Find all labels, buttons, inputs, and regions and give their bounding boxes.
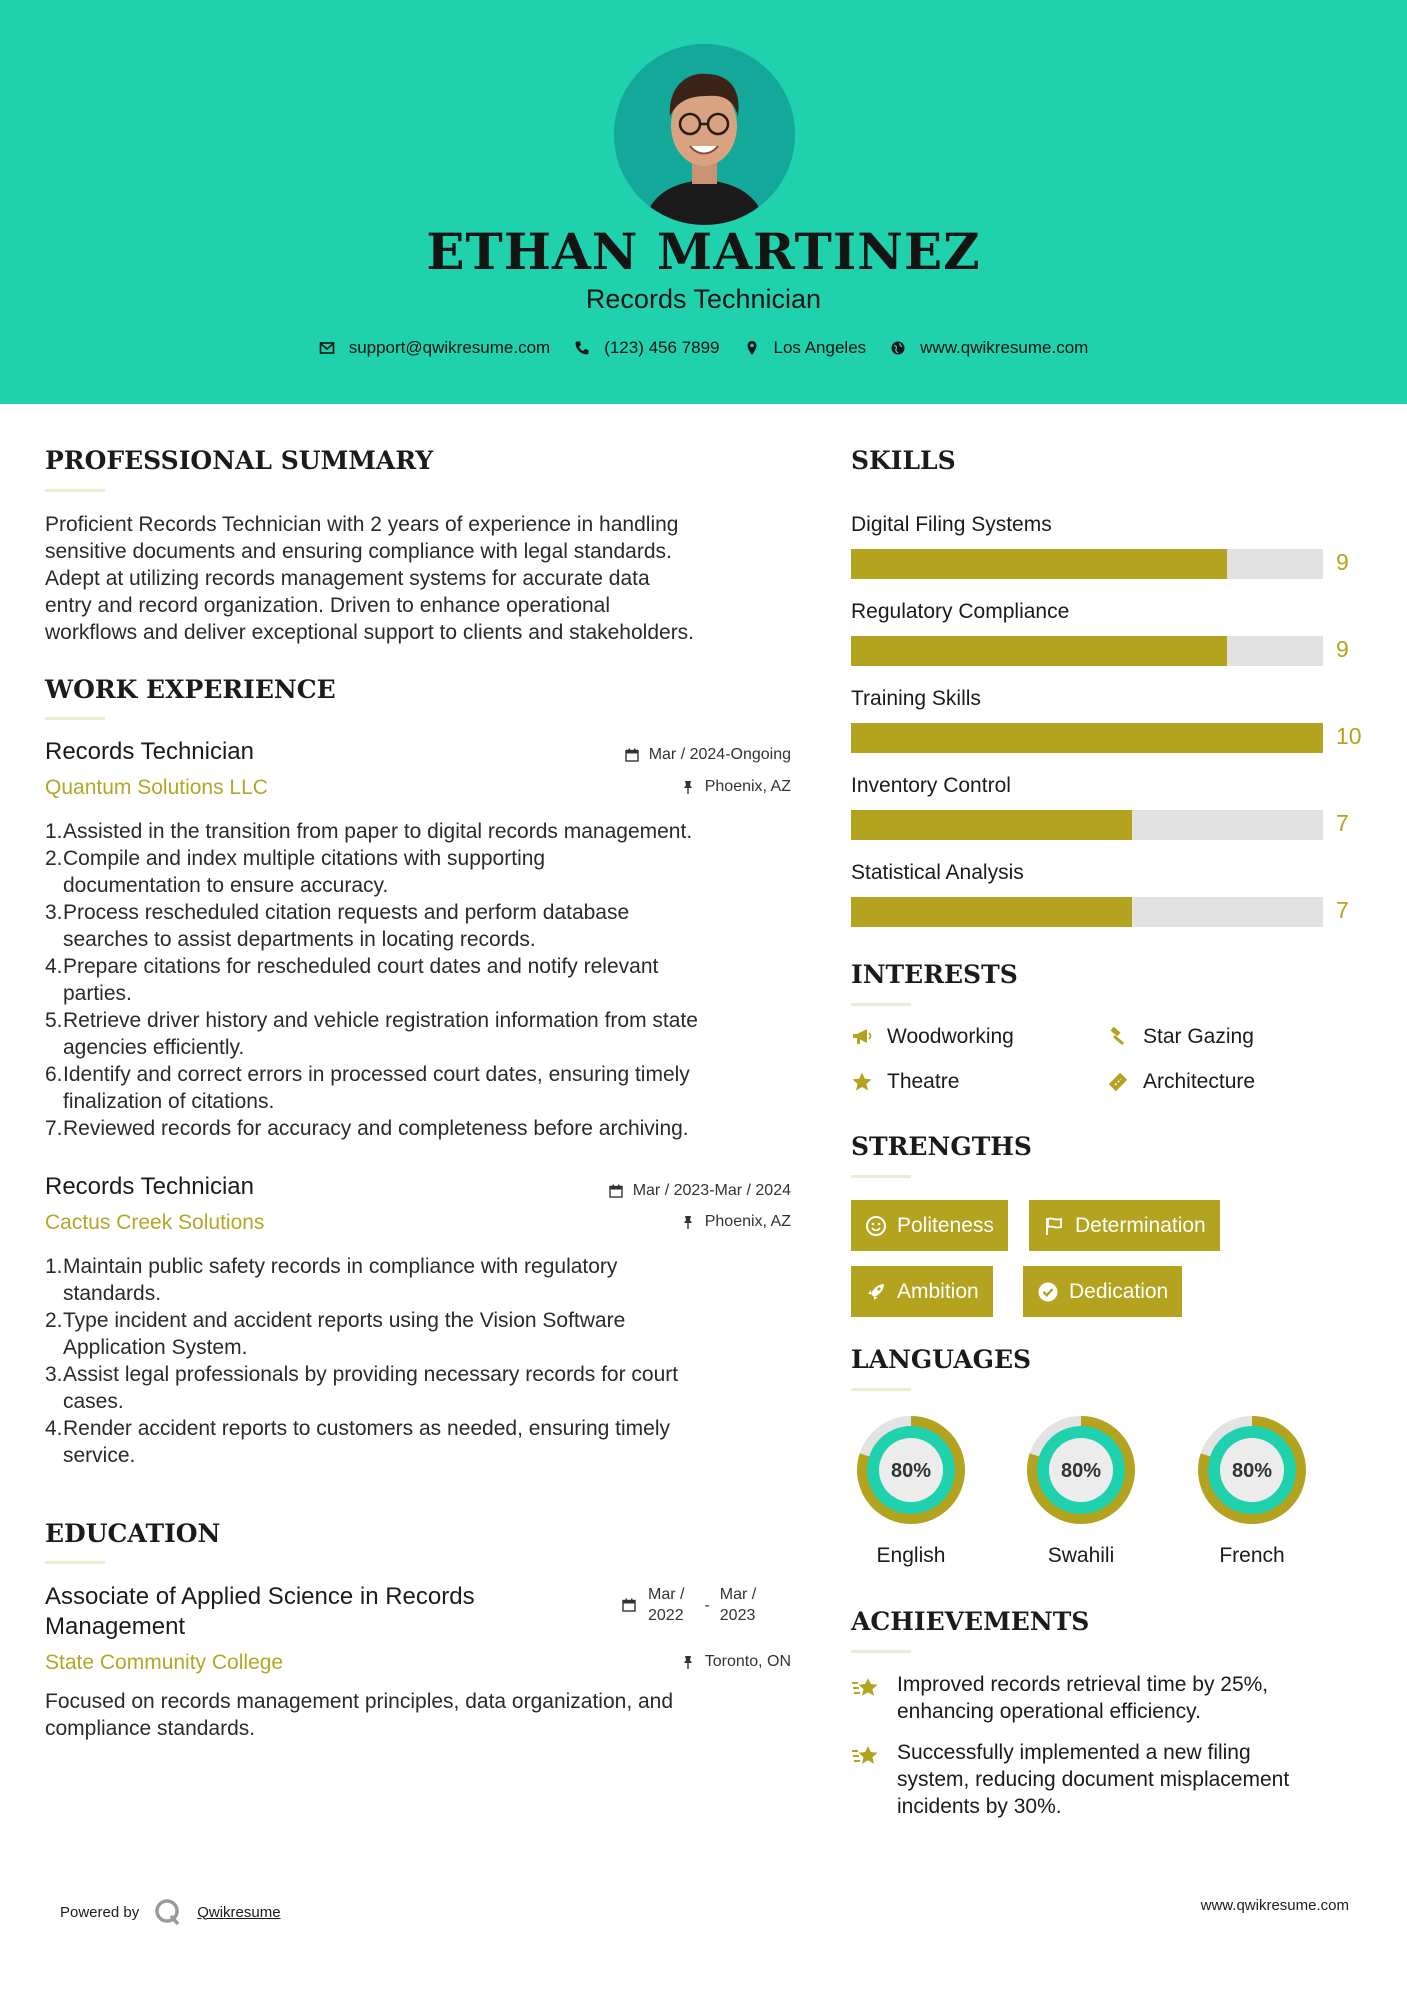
interest-label: Woodworking bbox=[887, 1025, 1014, 1048]
skill-label: Statistical Analysis bbox=[851, 861, 1024, 884]
smile-icon bbox=[865, 1215, 887, 1237]
skill-label: Inventory Control bbox=[851, 774, 1011, 797]
job-bullets bbox=[45, 1253, 805, 1469]
calendar-icon bbox=[625, 748, 639, 762]
globe-icon bbox=[890, 340, 906, 356]
skill-bar-fill bbox=[851, 636, 1227, 666]
strength-label: Dedication bbox=[1069, 1279, 1169, 1303]
list-item: 3. Assist legal professionals by providing necessary records for court cases. bbox=[45, 1363, 679, 1413]
education-description: Focused on records management principles, data organization, and compliance standards. bbox=[45, 1690, 674, 1740]
languages-heading: LANGUAGES bbox=[851, 1345, 1032, 1374]
language-percent: 80% bbox=[1060, 1460, 1102, 1482]
education-location-text: Toronto, ON bbox=[704, 1653, 791, 1670]
summary-text bbox=[45, 511, 805, 646]
education-heading: EDUCATION bbox=[45, 1519, 221, 1548]
footer-powered-by bbox=[60, 1897, 281, 1927]
achievement-item: Improved records retrieval time by 25%, enhancing operational efficiency. bbox=[851, 1671, 1371, 1725]
job-company: Quantum Solutions LLC bbox=[45, 776, 268, 799]
language-label: Swahili bbox=[1047, 1544, 1115, 1567]
skill-bar bbox=[851, 897, 1323, 927]
job-location-text: Phoenix, AZ bbox=[704, 778, 791, 795]
contact-phone[interactable] bbox=[574, 338, 719, 358]
interests-heading: INTERESTS bbox=[851, 960, 1018, 989]
candidate-title: Records Technician bbox=[585, 284, 822, 314]
language-donut bbox=[1021, 1410, 1141, 1530]
interest-label: Star Gazing bbox=[1143, 1025, 1254, 1048]
flag-icon bbox=[1043, 1215, 1065, 1237]
qwikresume-logo-icon bbox=[153, 1897, 183, 1927]
interest-label: Architecture bbox=[1143, 1070, 1256, 1093]
candidate-name: ETHAN MARTINEZ bbox=[426, 222, 981, 281]
phone-text: (123) 456 7899 bbox=[604, 338, 720, 357]
website-text: www.qwikresume.com bbox=[920, 338, 1089, 357]
school-name: State Community College bbox=[45, 1651, 284, 1674]
interest-label: Theatre bbox=[887, 1070, 960, 1093]
summary-underline bbox=[45, 489, 105, 492]
job-dates-text: Mar / 2024-Ongoing bbox=[648, 746, 791, 763]
skill-bar bbox=[851, 636, 1323, 666]
brand-link[interactable]: Qwikresume bbox=[197, 1903, 281, 1921]
skills-heading: SKILLS bbox=[851, 446, 956, 475]
star-badge-icon bbox=[851, 1741, 881, 1771]
experience-heading: WORK EXPERIENCE bbox=[45, 675, 336, 704]
skill-label: Training Skills bbox=[851, 687, 981, 710]
job-role: Records Technician bbox=[45, 1173, 255, 1200]
skill-score: 9 bbox=[1336, 549, 1349, 575]
degree-title: Associate of Applied Science in Records Management bbox=[45, 1583, 475, 1640]
strengths-underline bbox=[851, 1175, 911, 1178]
pushpin-icon bbox=[681, 1655, 695, 1669]
job-location-text: Phoenix, AZ bbox=[704, 1213, 791, 1230]
strength-tag bbox=[1023, 1266, 1182, 1317]
language-label: French bbox=[1219, 1544, 1285, 1567]
interest-item bbox=[1107, 1070, 1255, 1094]
megaphone-icon bbox=[851, 1026, 873, 1048]
skill-score: 7 bbox=[1336, 897, 1349, 923]
pushpin-icon bbox=[681, 780, 695, 794]
ticket-icon bbox=[1107, 1071, 1129, 1093]
experience-underline bbox=[45, 717, 105, 720]
achievement-item: Successfully implemented a new filing system, reducing document misplacement incidents by 30%. bbox=[851, 1739, 1371, 1820]
contact-bar bbox=[0, 338, 1407, 358]
achievements-underline bbox=[851, 1650, 911, 1653]
strengths-heading: STRENGTHS bbox=[851, 1132, 1032, 1161]
skill-score: 10 bbox=[1336, 723, 1362, 749]
interests-underline bbox=[851, 1003, 911, 1006]
skill-bar-fill bbox=[851, 723, 1323, 753]
strength-tag bbox=[1029, 1200, 1220, 1251]
interest-item bbox=[851, 1070, 959, 1094]
location-text: Los Angeles bbox=[773, 338, 867, 357]
language-donut bbox=[851, 1410, 971, 1530]
job-dates bbox=[609, 1182, 791, 1200]
strength-tag bbox=[851, 1200, 1008, 1251]
education-dates: Mar / 2022 - Mar / 2023 bbox=[622, 1584, 756, 1626]
calendar-icon bbox=[622, 1598, 636, 1612]
contact-location bbox=[744, 338, 867, 358]
language-percent: 80% bbox=[890, 1460, 932, 1482]
skill-label: Regulatory Compliance bbox=[851, 600, 1070, 623]
strength-label: Determination bbox=[1075, 1213, 1206, 1237]
interest-item bbox=[851, 1025, 1014, 1049]
summary-line: Adept at utilizing records management systems for accurate data bbox=[45, 567, 650, 590]
list-item: 2. Type incident and accident reports using the Vision Software Application System. bbox=[45, 1309, 626, 1359]
skill-bar-fill bbox=[851, 810, 1132, 840]
skill-score: 7 bbox=[1336, 810, 1349, 836]
education-underline bbox=[45, 1561, 105, 1564]
job-dates bbox=[625, 746, 791, 764]
pushpin-icon bbox=[681, 1215, 695, 1229]
list-item: 4. Prepare citations for rescheduled court dates and notify relevant parties. bbox=[45, 955, 659, 1005]
calendar-icon bbox=[609, 1184, 623, 1198]
job-location bbox=[681, 1213, 791, 1231]
check-circle-icon bbox=[1037, 1281, 1059, 1303]
list-item: 2. Compile and index multiple citations with supporting documentation to ensure accuracy. bbox=[45, 847, 546, 897]
job-role: Records Technician bbox=[45, 738, 255, 765]
list-item: 1. Maintain public safety records in compliance with regulatory standards. bbox=[45, 1255, 618, 1305]
skill-bar-fill bbox=[851, 897, 1132, 927]
job-dates-text: Mar / 2023-Mar / 2024 bbox=[632, 1182, 791, 1199]
gavel-icon bbox=[1107, 1026, 1129, 1048]
language-donut bbox=[1192, 1410, 1312, 1530]
summary-line: workflows and deliver exceptional support to clients and stakeholders. bbox=[45, 621, 695, 644]
skill-score: 9 bbox=[1336, 636, 1349, 662]
skill-bar-fill bbox=[851, 549, 1227, 579]
star-badge-icon bbox=[851, 1673, 881, 1703]
profile-photo bbox=[614, 44, 795, 225]
achievements-heading: ACHIEVEMENTS bbox=[851, 1607, 1090, 1636]
language-item bbox=[851, 1410, 971, 1568]
language-percent: 80% bbox=[1231, 1460, 1273, 1482]
list-item: 1. Assisted in the transition from paper to digital records management. bbox=[45, 820, 693, 843]
list-item: 3. Process rescheduled citation requests and perform database searches to assist departments in locating records. bbox=[45, 901, 630, 951]
rocket-icon bbox=[865, 1281, 887, 1303]
skill-bar bbox=[851, 549, 1323, 579]
email-text: support@qwikresume.com bbox=[348, 338, 551, 357]
summary-heading: PROFESSIONAL SUMMARY bbox=[45, 446, 434, 475]
job-company: Cactus Creek Solutions bbox=[45, 1211, 265, 1234]
skill-bar bbox=[851, 810, 1323, 840]
language-label: English bbox=[876, 1544, 946, 1567]
strength-tag bbox=[851, 1266, 993, 1317]
summary-line: sensitive documents and ensuring compliance with legal standards. bbox=[45, 540, 672, 563]
job-location bbox=[681, 778, 791, 796]
contact-website[interactable] bbox=[890, 338, 1088, 358]
strength-label: Politeness bbox=[897, 1213, 994, 1237]
list-item: 5. Retrieve driver history and vehicle registration information from state agencies efficiently. bbox=[45, 1009, 698, 1059]
language-item bbox=[1192, 1410, 1312, 1568]
star-icon bbox=[851, 1071, 873, 1093]
map-pin-icon bbox=[744, 340, 760, 356]
phone-icon bbox=[574, 340, 590, 356]
skill-bar bbox=[851, 723, 1323, 753]
summary-line: Proficient Records Technician with 2 years of experience in handling bbox=[45, 513, 679, 536]
powered-by-text: Powered by bbox=[60, 1903, 140, 1921]
job-bullets bbox=[45, 818, 805, 1142]
education-location bbox=[681, 1653, 791, 1671]
language-item bbox=[1021, 1410, 1141, 1568]
resume-header bbox=[0, 0, 1407, 404]
footer-website[interactable]: www.qwikresume.com bbox=[1200, 1897, 1349, 1914]
languages-underline bbox=[851, 1388, 911, 1391]
interest-item bbox=[1107, 1025, 1254, 1049]
envelope-icon bbox=[319, 340, 335, 356]
list-item: 7. Reviewed records for accuracy and completeness before archiving. bbox=[45, 1117, 689, 1140]
list-item: 4. Render accident reports to customers as needed, ensuring timely service. bbox=[45, 1417, 670, 1467]
contact-email[interactable] bbox=[319, 338, 551, 358]
list-item: 6. Identify and correct errors in processed court dates, ensuring timely finalization of citations. bbox=[45, 1063, 690, 1113]
skill-label: Digital Filing Systems bbox=[851, 513, 1052, 536]
summary-line: entry and record organization. Driven to enhance operational bbox=[45, 594, 611, 617]
strength-label: Ambition bbox=[897, 1279, 979, 1303]
